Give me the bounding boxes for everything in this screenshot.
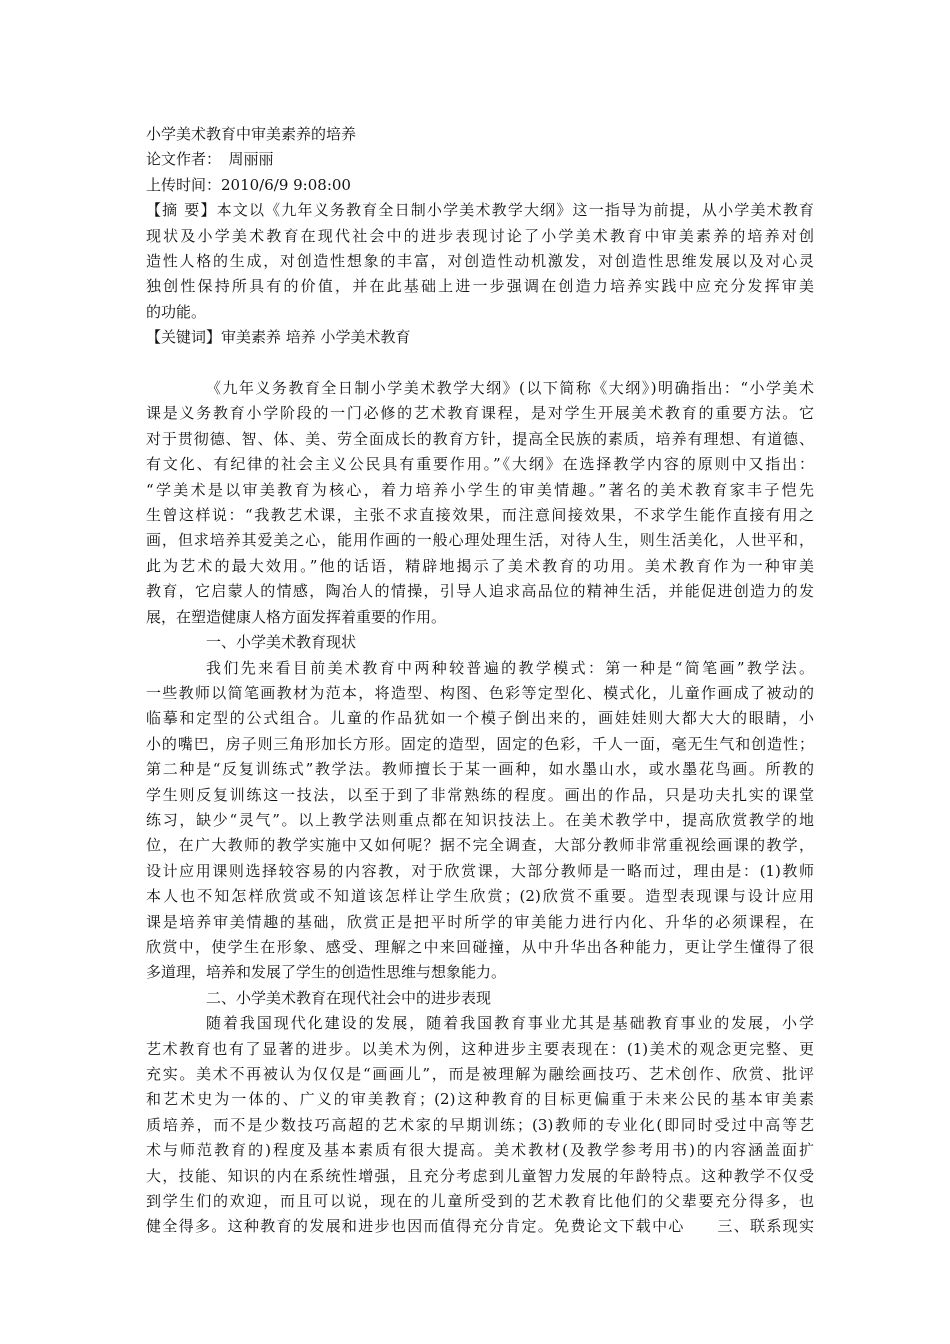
paragraph-line: 一些教师以简笔画教材为范本，将造型、构图、色彩等定型化、模式化，儿童作画成了被动的 xyxy=(146,683,814,702)
paragraph-line: 位，在广大教师的教学实施中又如何呢？据不完全调查，大部分教师非常重视绘画课的教学， xyxy=(146,836,814,855)
paragraph-line: 术与师范教育的)程度及基本素质有很大提高。美术教材(及教学参考用书)的内容涵盖面扩 xyxy=(146,1141,814,1160)
paragraph-line: 课是培养审美情趣的基础，欣赏正是把平时所学的审美能力进行内化、升华的必须课程，在 xyxy=(146,912,814,931)
paragraph-line: 展，在塑造健康人格方面发挥着重要的作用。 xyxy=(146,607,447,626)
section-heading: 二、小学美术教育在现代社会中的进步表现 xyxy=(206,988,492,1007)
paragraph-line: 临摹和定型的公式组合。儿童的作品犹如一个模子倒出来的，画娃娃则大都大大的眼睛，小 xyxy=(146,709,814,728)
paragraph-line: 对于贯彻德、智、体、美、劳全面成长的教育方针，提高全民族的素质，培养有理想、有道德、 xyxy=(146,429,814,448)
paragraph-line: 有文化、有纪律的社会主义公民具有重要作用。”《大纲》在选择教学内容的原则中又指出： xyxy=(146,455,814,474)
paragraph-line: 本人也不知怎样欣赏或不知道该怎样让学生欣赏；(2)欣赏不重要。造型表现课与设计应用 xyxy=(146,887,814,906)
blank-line xyxy=(146,351,814,376)
section-heading: 一、小学美术教育现状 xyxy=(206,633,357,652)
document-page xyxy=(146,122,814,1240)
abstract-line: 独创性保持所具有的价值，并在此基础上进一步强调在创造力培养实践中应充分发挥审美 xyxy=(146,277,814,296)
paragraph-line: 《九年义务教育全日制小学美术教学大纲》(以下简称《大纲》)明确指出：“小学美术 xyxy=(206,379,814,398)
paragraph-line: 学生则反复训练这一技法，以至于到了非常熟练的程度。画出的作品，只是功夫扎实的课堂 xyxy=(146,785,814,804)
paragraph-line: 生曾这样说：“我教艺术课，主张不求直接效果，而注意间接效果，不求学生能作直接有用之 xyxy=(146,506,814,525)
paragraph-line: 健全得多。这种教育的发展和进步也因而值得充分肯定。免费论文下载中心 三、联系现实 xyxy=(146,1217,814,1236)
upload-time-line: 上传时间：2010/6/9 9:08:00 xyxy=(146,175,351,194)
paragraph-line: 小的嘴巴，房子则三角形加长方形。固定的造型，固定的色彩，千人一面，毫无生气和创造性； xyxy=(146,734,814,753)
document-title: 小学美术教育中审美素养的培养 xyxy=(146,125,357,143)
paragraph-line: 随着我国现代化建设的发展，随着我国教育事业尤其是基础教育事业的发展，小学 xyxy=(206,1014,814,1033)
paragraph-line: 充实。美术不再被认为仅仅是“画画儿”，而是被理解为融绘画技巧、艺术创作、欣赏、批评 xyxy=(146,1065,814,1084)
paragraph-line: 练习，缺少“灵气”。以上教学法则重点都在知识技法上。在美术教学中，提高欣赏教学的地 xyxy=(146,810,814,829)
abstract-line: 【摘 要】本文以《九年义务教育全日制小学美术教学大纲》这一指导为前提，从小学美术教育 xyxy=(146,201,814,220)
author-line: 论文作者： 周丽丽 xyxy=(146,150,274,169)
paragraph-line: 教育，它启蒙人的情感，陶冶人的情操，引导人追求高品位的精神生活，并能促进创造力的发 xyxy=(146,582,814,601)
paragraph-line: 我们先来看目前美术教育中两种较普遍的教学模式：第一种是“简笔画”教学法。 xyxy=(206,658,814,677)
paragraph-line: 大，技能、知识的内在系统性增强，且充分考虑到儿童智力发展的年龄特点。这种教学不仅受 xyxy=(146,1166,814,1185)
intro-paragraph xyxy=(146,376,814,630)
paragraph-line: 艺术教育也有了显著的进步。以美术为例，这种进步主要表现在：(1)美术的观念更完整、更 xyxy=(146,1039,814,1058)
paragraph-line: 此为艺术的最大效用。”他的话语，精辟地揭示了美术教育的功用。美术教育作为一种审美 xyxy=(146,556,814,575)
abstract xyxy=(146,198,814,325)
paragraph-line: 质培养，而不是少数技巧高超的艺术家的早期训练；(3)教师的专业化(即同时受过中高等艺 xyxy=(146,1115,814,1134)
section1-paragraph xyxy=(146,656,814,986)
paragraph-line: 画，但求培养其爱美之心，能用作画的一般心理处理生活，对待人生，则生活美化，人世平和， xyxy=(146,531,814,550)
keywords-line: 【关键词】审美素养 培养 小学美术教育 xyxy=(146,328,411,347)
abstract-line: 造性人格的生成，对创造性想象的丰富，对创造性动机激发，对创造性思维发展以及对心灵 xyxy=(146,252,814,271)
paragraph-line: “学美术是以审美教育为核心，着力培养小学生的审美情趣。”著名的美术教育家丰子恺先 xyxy=(146,480,814,499)
paragraph-line: 设计应用课则选择较容易的内容教，对于欣赏课，大部分教师是一略而过，理由是：(1)教师 xyxy=(146,861,814,880)
paragraph-line: 和艺术史为一体的、广义的审美教育；(2)这种教育的目标更偏重于未来公民的基本审美素 xyxy=(146,1090,814,1109)
abstract-line: 现状及小学美术教育在现代社会中的进步表现讨论了小学美术教育中审美素养的培养对创 xyxy=(146,226,814,245)
section2-paragraph xyxy=(146,1011,814,1240)
paragraph-line: 第二种是“反复训练式”教学法。教师擅长于某一画种，如水墨山水，或水墨花鸟画。所教的 xyxy=(146,760,814,779)
paragraph-line: 多道理，培养和发展了学生的创造性思维与想象能力。 xyxy=(146,963,507,982)
paragraph-line: 到学生们的欢迎，而且可以说，现在的儿童所受到的艺术教育比他们的父辈要充分得多，也 xyxy=(146,1192,814,1211)
paragraph-line: 课是义务教育小学阶段的一门必修的艺术教育课程，是对学生开展美术教育的重要方法。它 xyxy=(146,404,814,423)
abstract-line: 的功能。 xyxy=(146,302,207,321)
paragraph-line: 欣赏中，使学生在形象、感受、理解之中来回碰撞，从中升华出各种能力，更让学生懂得了很 xyxy=(146,937,814,956)
